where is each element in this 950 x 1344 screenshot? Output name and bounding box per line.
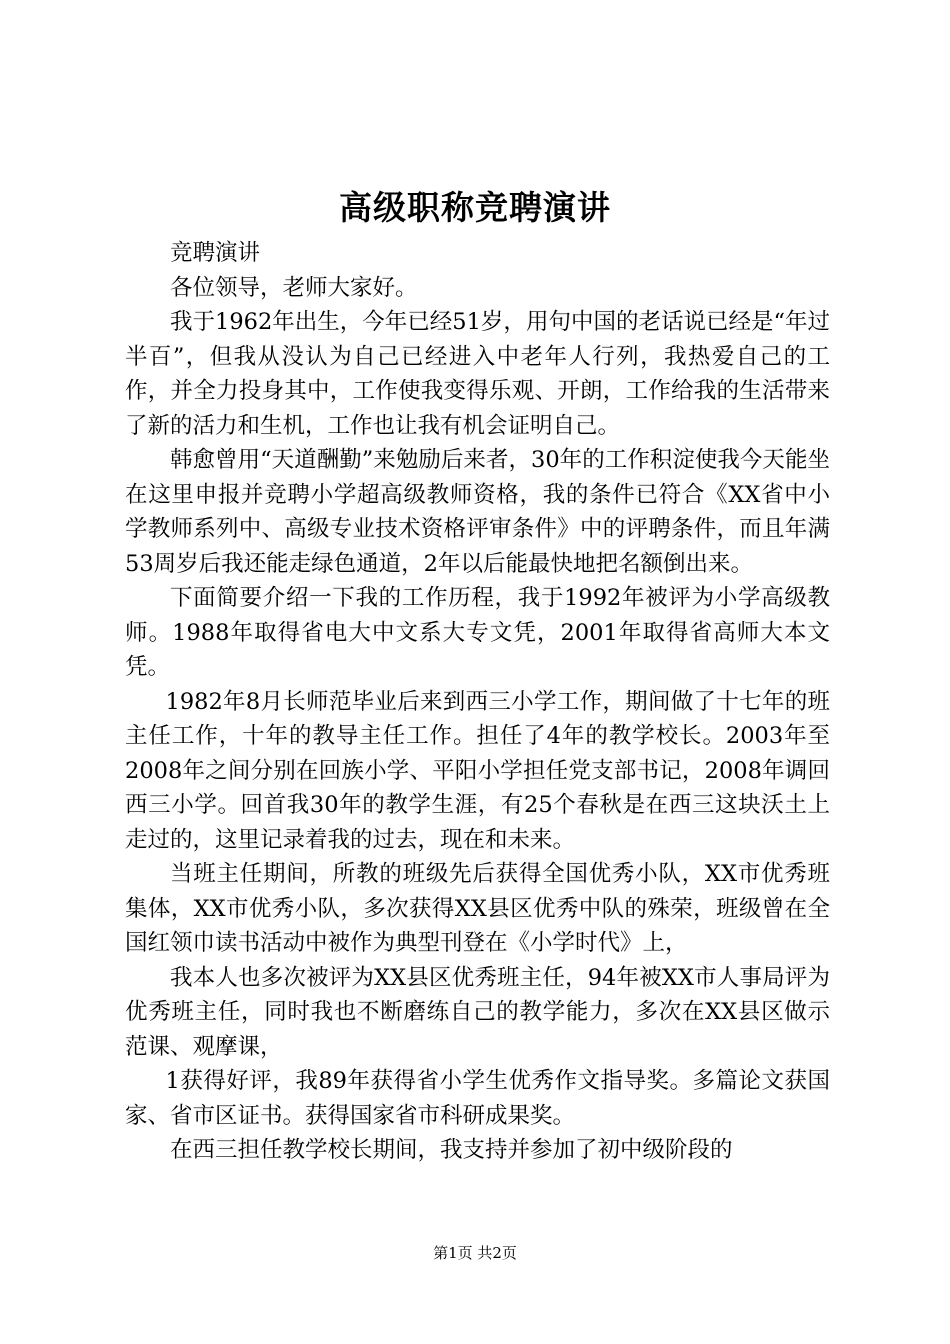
paragraph-greeting: 各位领导，老师大家好。 — [170, 274, 418, 301]
paragraph-heading: 竞聘演讲 — [170, 240, 261, 266]
paragraph: 我于1962年出生，今年已经51岁，用句中国的老话说已经是“年过半百”，但我从没认为自己已经进入中老年人行列，我热爱自己的工作，并全力投身其中，工作使我变得乐观、开朗，工作给我的生活带来了新的活力和生机，工作也让我有机会证明自己。 — [125, 309, 830, 439]
paragraph: 我本人也多次被评为XX县区优秀班主任，94年被XX市人事局评为优秀班主任，同时我也不断磨练自己的教学能力，多次在XX县区做示范课、观摩课， — [125, 964, 830, 1060]
document-title: 高级职称竞聘演讲 — [339, 188, 611, 227]
paragraph: 当班主任期间，所教的班级先后获得全国优秀小队，XX市优秀班集体，XX市优秀小队，多次获得XX县区优秀中队的殊荣，班级曾在全国红领巾读书活动中被作为典型刊登在《小学时代》上， — [125, 861, 830, 956]
paragraph: 1获得好评，我89年获得省小学生优秀作文指导奖。多篇论文获国家、省市区证书。获得国家省市科研成果奖。 — [125, 1068, 830, 1129]
paragraph: 1982年8月长师范毕业后来到西三小学工作，期间做了十七年的班主任工作，十年的教导主任工作。担任了4年的教学校长。2003年至2008年之间分别在回族小学、平阳小学担任党支部书记，2008年调回西三小学。回首我30年的教学生涯，有25个春秋是在西三这块沃土上走过的，这里记录着我的过去，现在和未来。 — [125, 688, 830, 853]
paragraph: 韩愈曾用“天道酬勤”来勉励后来者，30年的工作积淀使我今天能坐在这里申报并竞聘小学超高级教师资格，我的条件已符合《XX省中小学教师系列中、高级专业技术资格评审条件》中的评聘条件，而且年满53周岁后我还能走绿色通道，2年以后能最快地把名额倒出来。 — [125, 447, 830, 577]
paragraph: 下面简要介绍一下我的工作历程，我于1992年被评为小学高级教师。1988年取得省电大中文系大专文凭，2001年取得省高师大本文凭。 — [125, 585, 830, 680]
document-body — [125, 236, 830, 1168]
paragraph: 在西三担任教学校长期间，我支持并参加了初中级阶段的 — [170, 1137, 733, 1163]
page-number-footer: 第1页 共2页 — [433, 1244, 517, 1262]
